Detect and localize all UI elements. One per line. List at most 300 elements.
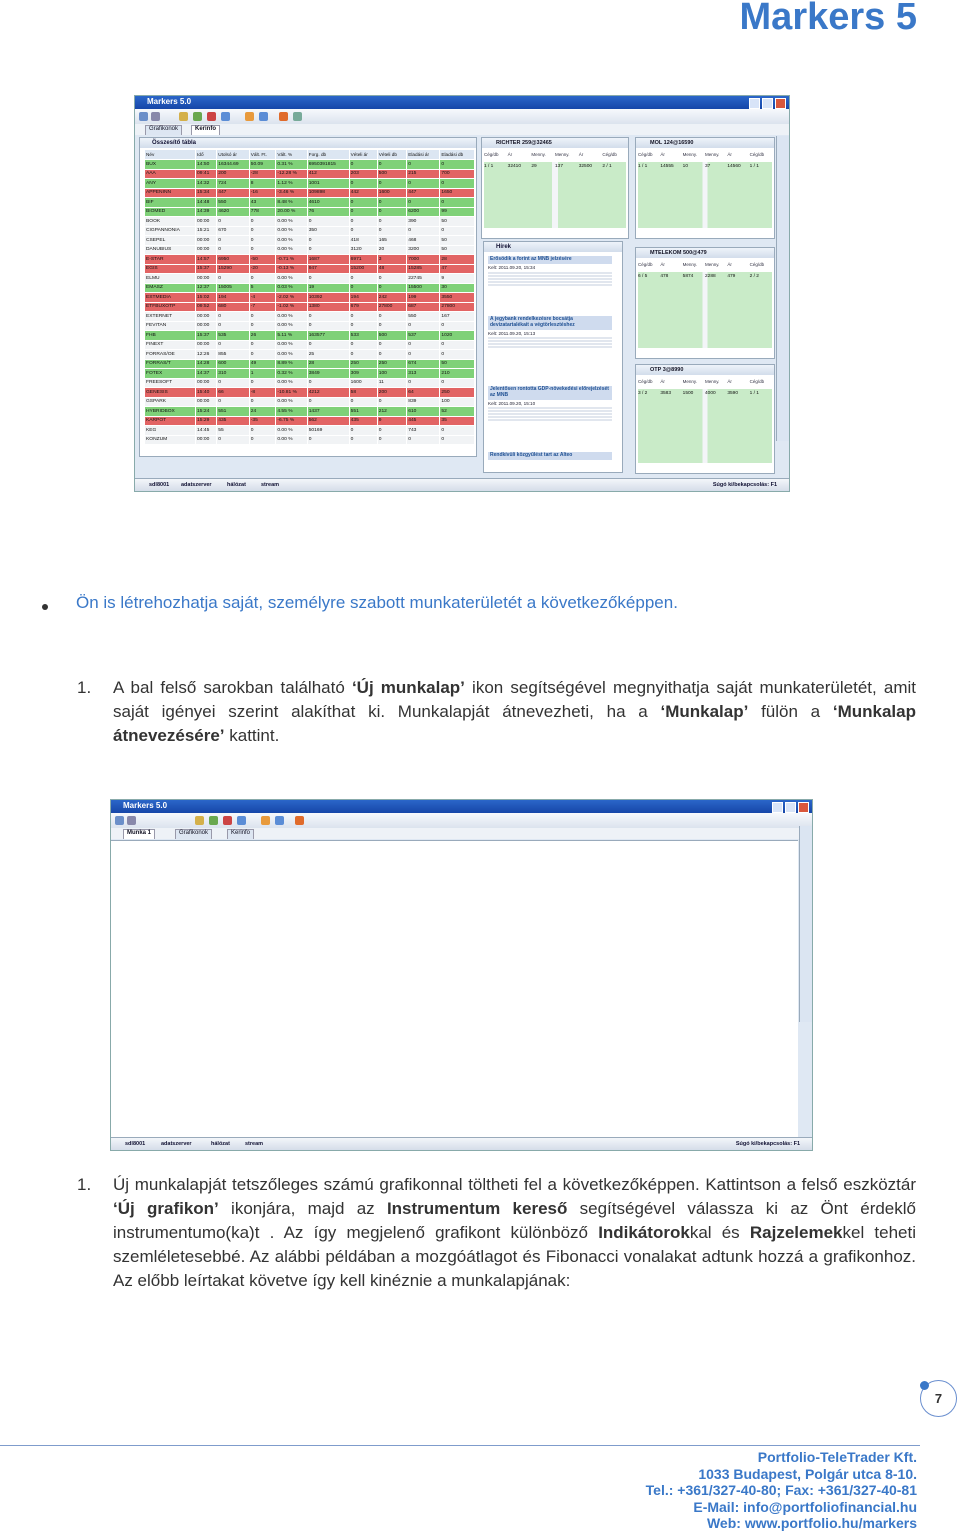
table-row[interactable] xyxy=(145,426,475,436)
table-cell: 0 xyxy=(440,160,475,170)
table-cell: FORRAS/T xyxy=(145,359,196,369)
table-row[interactable] xyxy=(145,283,475,293)
dropdown-icon xyxy=(151,112,160,121)
table-cell: FREESOFT xyxy=(145,378,196,388)
table-cell: 15:34 xyxy=(196,188,217,198)
column-header: Utolsó ár xyxy=(217,150,250,160)
table-cell: 0 xyxy=(377,321,407,331)
table-cell: -12.28 % xyxy=(276,169,307,179)
table-cell: 0.00 % xyxy=(276,312,307,322)
table-cell: 50 xyxy=(440,359,475,369)
table-cell: 0.00 % xyxy=(276,226,307,236)
orderbook-column-header: Cég/db xyxy=(749,379,765,384)
table-cell: 15500 xyxy=(407,283,440,293)
table-cell: 09:41 xyxy=(196,169,217,179)
column-header: Vált. % xyxy=(276,150,307,160)
table-cell: 15200 xyxy=(349,264,377,274)
minimize-icon xyxy=(749,98,760,109)
column-header: Forg. db xyxy=(307,150,349,160)
screenshot-workspace xyxy=(134,95,790,492)
table-cell: 0 xyxy=(249,378,276,388)
table-cell: CIGPANNONIA xyxy=(145,226,196,236)
bullet-icon xyxy=(42,604,48,610)
table-cell: 0 xyxy=(440,198,475,208)
table-cell: 0.00 % xyxy=(276,350,307,360)
table-cell: 1 xyxy=(249,369,276,379)
table-cell: 8.48 % xyxy=(276,198,307,208)
table-cell: 15:02 xyxy=(196,293,217,303)
table-cell: 200 xyxy=(377,388,407,398)
summary-panel xyxy=(139,137,477,457)
orderbook-column-header: Ár xyxy=(727,152,732,157)
footer-web[interactable]: Web: www.portfolio.hu/markers xyxy=(706,1515,917,1532)
orderbook-column-header: Ár xyxy=(507,152,513,157)
table-cell: 0 xyxy=(249,312,276,322)
orderbook-cell: 5874 xyxy=(682,274,694,279)
table-cell: 0 xyxy=(217,274,250,284)
table-cell: 0 xyxy=(307,274,349,284)
table-cell: 390 xyxy=(407,217,440,227)
tab-munka: Munka 1 xyxy=(123,829,155,839)
indicator-icon xyxy=(207,112,216,121)
news-panel xyxy=(483,241,623,473)
table-cell: 445 xyxy=(407,416,440,426)
window-title: Markers 5.0 xyxy=(123,801,168,810)
orderbook-column-header: Menny. xyxy=(704,152,720,157)
table-cell: 0 xyxy=(349,179,377,189)
tab-row xyxy=(135,124,789,135)
table-cell: 0.00 % xyxy=(276,435,307,445)
draw-icon xyxy=(237,816,246,825)
table-cell: 0.00 % xyxy=(276,378,307,388)
table-cell: 76 xyxy=(307,207,349,217)
table-cell: 5.11 % xyxy=(276,331,307,341)
footer xyxy=(646,1449,917,1532)
table-cell: 535 xyxy=(217,331,250,341)
table-cell: 49 xyxy=(249,359,276,369)
table-cell: 250 xyxy=(440,388,475,398)
table-cell: 0 xyxy=(377,340,407,350)
table-row[interactable] xyxy=(145,274,475,284)
orderbook-column-header: Menny. xyxy=(531,152,546,157)
table-cell: BUX xyxy=(145,160,196,170)
orderbook-cell: 479 xyxy=(727,274,736,279)
table-cell: 250 xyxy=(349,359,377,369)
table-cell: 0 xyxy=(217,340,250,350)
footer-email[interactable]: E-Mail: info@portfoliofinancial.hu xyxy=(693,1498,917,1515)
table-cell: 165 xyxy=(377,236,407,246)
table-cell: 50 xyxy=(440,245,475,255)
table-cell: 15:29 xyxy=(196,416,217,426)
chart-icon xyxy=(179,112,188,121)
orderbook-column-header: Ár xyxy=(727,262,732,267)
table-cell: 167 xyxy=(440,312,475,322)
orderbook-panel xyxy=(635,247,775,359)
orderbook-column-header: Ár xyxy=(727,379,732,384)
table-cell: ETFBUXOTP xyxy=(145,302,196,312)
table-cell: 1020 xyxy=(440,331,475,341)
table-cell: 0.00 % xyxy=(276,274,307,284)
table-cell: 0 xyxy=(440,426,475,436)
table-cell: 0 xyxy=(349,340,377,350)
orderbook-cell: 137 xyxy=(555,164,564,169)
news-item: Rendkívüli közgyűlést tart az Alteo xyxy=(488,452,612,461)
table-cell: 15:37 xyxy=(196,264,217,274)
table-cell: 0 xyxy=(440,179,475,189)
table-cell: 0 xyxy=(249,321,276,331)
table-cell: 8 xyxy=(249,179,276,189)
table-row[interactable] xyxy=(145,359,475,369)
table-cell: 00:00 xyxy=(196,340,217,350)
table-cell: 0.03 % xyxy=(276,283,307,293)
table-cell: KEG xyxy=(145,426,196,436)
orderbook-title: MOL 124@16590 xyxy=(636,138,774,148)
table-cell: 0 xyxy=(217,435,250,445)
table-cell: 0 xyxy=(440,378,475,388)
table-cell: 199 xyxy=(407,293,440,303)
table-row[interactable] xyxy=(145,226,475,236)
table-cell: 100 xyxy=(377,369,407,379)
orderbook-columns xyxy=(638,379,772,384)
orderbook-cell: 1 / 1 xyxy=(749,391,759,396)
table-cell: 0 xyxy=(249,397,276,407)
table-cell: 313 xyxy=(407,369,440,379)
orderbook-column-header: Menny. xyxy=(704,262,720,267)
orderbook-cell: 37 xyxy=(704,164,711,169)
table-cell: HYBRIDBOX xyxy=(145,407,196,417)
orderbook-cell: 1 / 1 xyxy=(484,164,494,169)
orderbook-row xyxy=(638,391,772,396)
table-cell: 6200 xyxy=(407,207,440,217)
step-number: 1. xyxy=(77,1175,92,1194)
table-cell: 0 xyxy=(217,245,250,255)
table-icon xyxy=(193,112,202,121)
table-cell: 551 xyxy=(349,407,377,417)
table-cell: 0.00 % xyxy=(276,321,307,331)
table-cell: 22745 xyxy=(407,274,440,284)
table-row[interactable] xyxy=(145,160,475,170)
table-cell: 0 xyxy=(407,340,440,350)
table-cell: -3.46 % xyxy=(276,188,307,198)
table-cell: E-STAR xyxy=(145,255,196,265)
table-cell: 0 xyxy=(349,312,377,322)
table-cell: 9 xyxy=(377,416,407,426)
orderbook-column-header: Cég/db xyxy=(484,152,499,157)
table-cell: 0 xyxy=(440,340,475,350)
table-cell: 0 xyxy=(377,179,407,189)
table-cell: 500 xyxy=(377,331,407,341)
status-bar: sdl8001 adatszerver hálózat stream Súgó ki/bekapcsolás: F1 xyxy=(111,1137,812,1150)
orderbook-column-header: Cég/db xyxy=(638,152,653,157)
table-cell: -4 xyxy=(249,293,276,303)
table-cell: 600 xyxy=(217,359,250,369)
orderbook-cell: 4000 xyxy=(704,391,716,396)
table-cell: EMASZ xyxy=(145,283,196,293)
table-cell: 3 xyxy=(377,255,407,265)
table-row[interactable] xyxy=(145,407,475,417)
window-controls xyxy=(749,98,786,109)
table-cell: 25 xyxy=(307,350,349,360)
table-cell: FEVITAN xyxy=(145,321,196,331)
indicator-icon xyxy=(223,816,232,825)
table-cell: AAA xyxy=(145,169,196,179)
table-cell: 200 xyxy=(217,169,250,179)
table-cell: 0 xyxy=(217,397,250,407)
table-cell: 3550 xyxy=(440,293,475,303)
table-cell: BIOMED xyxy=(145,207,196,217)
table-cell: 3200 xyxy=(407,245,440,255)
table-cell: EGIS xyxy=(145,264,196,274)
table-cell: 26 xyxy=(249,331,276,341)
table-cell: 50 xyxy=(440,236,475,246)
table-cell: 0.00 % xyxy=(276,340,307,350)
table-cell: 0 xyxy=(407,378,440,388)
table-cell: 100 xyxy=(440,397,475,407)
side-tabs xyxy=(776,136,789,441)
table-cell: 14:32 xyxy=(196,179,217,189)
table-cell: 28 xyxy=(440,255,475,265)
table-row[interactable] xyxy=(145,188,475,198)
grid-icon xyxy=(275,816,284,825)
table-cell: 0 xyxy=(407,179,440,189)
table-row[interactable] xyxy=(145,293,475,303)
orderbook-cell: 3 / 2 xyxy=(638,391,648,396)
table-cell: 47 xyxy=(440,264,475,274)
table-cell: 0 xyxy=(407,350,440,360)
orderbook-cell: 2288 xyxy=(704,274,716,279)
table-row[interactable] xyxy=(145,331,475,341)
table-cell: 0 xyxy=(377,160,407,170)
orderbook-title: MTELEKOM 500@479 xyxy=(636,248,774,258)
table-row[interactable] xyxy=(145,217,475,227)
table-row[interactable] xyxy=(145,435,475,445)
table-row[interactable] xyxy=(145,169,475,179)
table-cell: ELMU xyxy=(145,274,196,284)
table-cell: 99 xyxy=(440,207,475,217)
table-row[interactable] xyxy=(145,321,475,331)
column-header: Idő xyxy=(196,150,217,160)
table-cell: 00:00 xyxy=(196,312,217,322)
table-cell: 4610 xyxy=(307,198,349,208)
orderbook-cell: 1500 xyxy=(682,391,694,396)
footer-address: 1033 Budapest, Polgár utca 8-10. xyxy=(698,1465,917,1482)
table-cell: 12:26 xyxy=(196,350,217,360)
table-cell: 15290 xyxy=(217,264,250,274)
chart-icon xyxy=(195,816,204,825)
table-row[interactable] xyxy=(145,340,475,350)
orderbook-cell: 14555 xyxy=(660,164,674,169)
orderbook-cell: 2 / 1 xyxy=(602,164,612,169)
orderbook-cell: 29 xyxy=(531,164,537,169)
table-cell: 418 xyxy=(349,236,377,246)
table-cell: 0 xyxy=(349,198,377,208)
table-row[interactable] xyxy=(145,350,475,360)
table-cell: 537 xyxy=(407,331,440,341)
table-cell: 0 xyxy=(349,321,377,331)
column-header: Eladási ár xyxy=(407,150,440,160)
table-cell: 0 xyxy=(249,245,276,255)
orderbook-row xyxy=(638,164,772,169)
table-cell: 12:37 xyxy=(196,283,217,293)
orderbook-row xyxy=(638,274,772,279)
column-header: Vált. Ft. xyxy=(249,150,276,160)
table-cell: 0 xyxy=(249,217,276,227)
table-cell: DANUBIUS xyxy=(145,245,196,255)
close-icon xyxy=(798,802,809,813)
table-cell: 500 xyxy=(377,169,407,179)
pencil-icon xyxy=(245,112,254,121)
table-row[interactable] xyxy=(145,245,475,255)
table-cell: EXTERNET xyxy=(145,312,196,322)
table-cell: 55 xyxy=(217,426,250,436)
table-cell: 0 xyxy=(249,350,276,360)
table-cell: FORRAS/OE xyxy=(145,350,196,360)
toolbar xyxy=(111,813,812,829)
screenshot-empty-sheet xyxy=(110,799,813,1151)
orderbook-column-header: Menny. xyxy=(682,152,698,157)
table-cell: 0.00 % xyxy=(276,397,307,407)
table-cell: APPENINN xyxy=(145,188,196,198)
table-cell: 6950391815 xyxy=(307,160,349,170)
dropdown-icon xyxy=(127,816,136,825)
table-cell: CSEPEL xyxy=(145,236,196,246)
table-cell: 0.00 % xyxy=(276,236,307,246)
table-cell: 0 xyxy=(307,397,349,407)
orderbook-panel xyxy=(635,137,775,239)
news-item: Jelentősen rontotta GDP-növekedési előrejelzését az MNB Kelt: 2011.09.20, 15:10 xyxy=(488,386,612,422)
orderbook-cell: 32410 xyxy=(507,164,522,169)
close-icon xyxy=(775,98,786,109)
table-cell: 0 xyxy=(249,236,276,246)
page-number-dot-icon xyxy=(920,1381,929,1390)
rss-icon xyxy=(279,112,288,121)
table-row[interactable] xyxy=(145,207,475,217)
table-cell: 0 xyxy=(377,226,407,236)
table-cell: -1.02 % xyxy=(276,302,307,312)
table-cell: 551 xyxy=(217,407,250,417)
table-cell: 50169 xyxy=(307,426,349,436)
table-row[interactable] xyxy=(145,264,475,274)
bullet-text: Ön is létrehozhatja saját, személyre szabott munkaterületét a következőképpen. xyxy=(76,593,678,612)
table-cell: 58 xyxy=(349,388,377,398)
table-cell: 350 xyxy=(307,226,349,236)
minimize-icon xyxy=(772,802,783,813)
table-cell: 0 xyxy=(349,274,377,284)
new-sheet-icon xyxy=(139,112,148,121)
table-cell: 194 xyxy=(349,293,377,303)
table-cell: 1650 xyxy=(440,188,475,198)
table-cell: 435 xyxy=(349,416,377,426)
table-row[interactable] xyxy=(145,312,475,322)
table-cell: 1600 xyxy=(377,188,407,198)
table-cell: 1600 xyxy=(349,378,377,388)
table-cell: 0 xyxy=(349,426,377,436)
table-cell: ANY xyxy=(145,179,196,189)
table-cell: 700 xyxy=(440,169,475,179)
table-row[interactable] xyxy=(145,255,475,265)
table-row[interactable] xyxy=(145,179,475,189)
table-row[interactable] xyxy=(145,388,475,398)
table-cell: 14:50 xyxy=(196,160,217,170)
table-cell: 212 xyxy=(377,407,407,417)
table-cell: -35 xyxy=(249,416,276,426)
table-cell: 14:37 xyxy=(196,369,217,379)
table-cell: 00:00 xyxy=(196,274,217,284)
table-cell: 0 xyxy=(307,378,349,388)
table-cell: 4620 xyxy=(217,207,250,217)
table-cell: 724 xyxy=(217,179,250,189)
table-cell: -28 xyxy=(249,169,276,179)
table-cell: 0 xyxy=(440,435,475,445)
table-cell: 14:28 xyxy=(196,359,217,369)
table-cell: -8 xyxy=(249,388,276,398)
table-cell: 20 xyxy=(377,245,407,255)
tab-row xyxy=(111,828,812,839)
table-cell: 194 xyxy=(217,293,250,303)
table-cell: 743 xyxy=(407,426,440,436)
table-cell: 4212 xyxy=(307,388,349,398)
orderbook-column-header: Menny. xyxy=(704,379,720,384)
orderbook-column-header: Cég/db xyxy=(638,262,653,267)
table-cell: 35 xyxy=(440,416,475,426)
grid-icon xyxy=(259,112,268,121)
footer-company: Portfolio-TeleTrader Kft. xyxy=(757,1449,917,1465)
orderbook-cell: 1 / 1 xyxy=(638,164,648,169)
table-cell: 0 xyxy=(307,236,349,246)
orderbook-row xyxy=(484,164,626,169)
table-row[interactable] xyxy=(145,369,475,379)
table-cell: 0 xyxy=(377,207,407,217)
table-row[interactable] xyxy=(145,302,475,312)
table-cell: BIF xyxy=(145,198,196,208)
table-cell: 674 xyxy=(407,359,440,369)
table-cell: 15:24 xyxy=(196,407,217,417)
table-cell: 0 xyxy=(249,274,276,284)
table-cell: 00:00 xyxy=(196,245,217,255)
column-header: Eladási db xyxy=(440,150,475,160)
window-controls xyxy=(772,802,809,813)
orderbook-cell: 14560 xyxy=(727,164,741,169)
table-cell: 0 xyxy=(249,226,276,236)
tab-grafikonok: Grafikonok xyxy=(175,829,212,839)
table-cell: 1687 xyxy=(307,255,349,265)
table-cell: 8.89 % xyxy=(276,359,307,369)
table-row[interactable] xyxy=(145,416,475,426)
step-2-paragraph: Új munkalapját tetszőleges számú grafikonnal töltheti fel a következőképpen. Kattintson a felső eszköztár ‘Új grafikon’ ikonjára, majd az Instrumentum kereső segítségével válassza ki az Önt érdeklő instrumentumo(ka)t . Az így megjelenő grafikont különböző Indikátorokkal és Rajzelemekkel teheti szemléletesebbé. Az alábbi példában a mozgóátlagot és Fibonacci vonalakat adtunk hozzá a grafikonhoz. Az előbb leírtakat követve így kell kinéznie a munkalapjának: xyxy=(113,1175,917,1290)
table-cell: 00:00 xyxy=(196,378,217,388)
news-item: A jegybank rendelkezésre bocsátja devizatartalékait a végtörlesztéshez Kelt: 2011.09.20, 15:13 xyxy=(488,316,612,349)
table-cell: 550 xyxy=(217,198,250,208)
footer-phone: Tel.: +361/327-40-80; Fax: +361/327-40-81 xyxy=(645,1482,917,1499)
table-cell: 947 xyxy=(307,264,349,274)
table-cell: 215 xyxy=(407,169,440,179)
table-row[interactable] xyxy=(145,378,475,388)
table-cell: 0.32 % xyxy=(276,369,307,379)
table-row[interactable] xyxy=(145,236,475,246)
step-1-paragraph: A bal felső sarokban található ‘Új munkalap’ ikon segítségével megnyithatja saját munkaterületét, amit saját igényei szerint alakíthat ki. Munkalapját átnevezheti, ha a ‘Munkalap’ fülön a ‘Munkalap átnevezésére’ kattint. xyxy=(113,678,916,745)
table-cell: 50.09 xyxy=(249,160,276,170)
empty-worksheet xyxy=(111,840,798,1138)
table-cell: 670 xyxy=(217,226,250,236)
table-cell: 0 xyxy=(307,312,349,322)
table-row[interactable] xyxy=(145,198,475,208)
news-item: Erősödik a forint az MNB jelzésére Kelt: 2011.09.20, 15:34 xyxy=(488,256,612,287)
table-row[interactable] xyxy=(145,397,475,407)
table-cell: 11 xyxy=(377,378,407,388)
orderbook-panel xyxy=(635,364,775,474)
table-cell: 0 xyxy=(407,226,440,236)
table-cell: FOTEX xyxy=(145,369,196,379)
